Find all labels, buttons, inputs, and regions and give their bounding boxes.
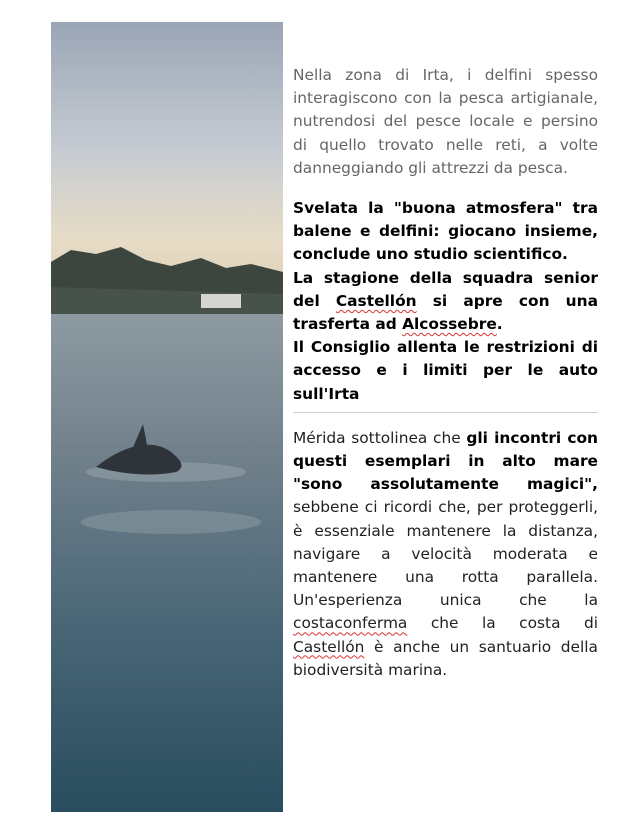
headline-link[interactable]: [293, 267, 598, 337]
headline-link[interactable]: Il Consiglio allenta le restrizioni di accesso e i limiti per le auto sull'Irta: [293, 338, 598, 403]
intro-paragraph: Nella zona di Irta, i delfini spesso interagiscono con la pesca artigianale, nutrendosi del pesce locale e persino di quello trovato nelle reti, a volte danneggiando gli attrezzi da pesca.: [293, 66, 598, 177]
body-text: Castellón: [293, 637, 365, 656]
body-paragraph: [293, 427, 598, 682]
headline-link[interactable]: Svelata la "buona atmosfera" tra balene e delfini: giocano insieme, conclude uno studio scientifico.: [293, 199, 598, 264]
divider: [293, 412, 598, 413]
body-bold-quote: gli incontri con questi esemplari in alto mare "sono assolutamente magici",: [293, 428, 598, 494]
headline-text: si apre con una trasferta ad: [293, 291, 598, 334]
body-text: sebbene ci ricordi che, per proteggerli, è essenziale mantenere la distanza, navigare a velocità moderata e mantenere una rotta parallela. Un'esperienza unica che la: [293, 498, 598, 610]
body-text: è anche un santuario della biodiversità marina.: [293, 637, 598, 679]
body-text: che la costa di: [407, 614, 598, 633]
headline-text: Castellón: [335, 291, 417, 310]
body-text: Mérida sottolinea che: [293, 428, 467, 447]
article-text: [293, 64, 598, 682]
headline-text: .: [496, 315, 503, 334]
headline-text: Alcossebre: [402, 315, 497, 334]
headline-text: La stagione della squadra senior del: [293, 268, 598, 310]
body-text: costaconferma: [293, 614, 408, 633]
dolphin-photo: [51, 22, 283, 812]
